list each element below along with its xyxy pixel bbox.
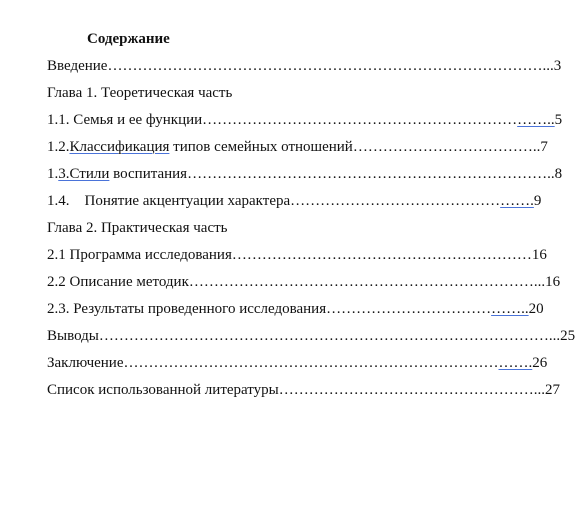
toc-entry-2-1 — [47, 246, 571, 264]
spellcheck-underlined-text: …….. — [491, 301, 529, 317]
spellcheck-underlined-text: ……. — [500, 193, 534, 209]
toc-entry-text: Заключение………………………………………………………………… — [47, 355, 499, 371]
toc-entry-text: Введение……………………………………………………………………………... — [47, 58, 554, 74]
toc-entry-page: 3 — [553, 58, 562, 74]
toc-entry-text: 2.1 Программа исследования…………………………………………………… — [47, 247, 532, 263]
toc-entry-text: 1.1. Семья и ее функции……………………………………………………… — [47, 112, 518, 128]
toc-entry-2-3 — [47, 300, 571, 318]
toc-entry-page: 16 — [545, 274, 561, 290]
toc-entry-page: 27 — [545, 382, 560, 398]
toc-entry-page: 26 — [532, 355, 548, 371]
toc-entry-text: 1.4. Понятие акцентуации характера…………………………………… — [47, 193, 501, 209]
toc-entry-text: Глава 1. Теоретическая часть — [47, 85, 233, 101]
spellcheck-underlined-text: Классификация — [69, 139, 170, 155]
spellcheck-underlined-text: …….. — [517, 112, 555, 128]
toc-title: Содержание — [87, 31, 170, 47]
toc-entry-chapter-1 — [47, 84, 571, 102]
toc-entry-references — [47, 381, 571, 399]
toc-entry-page: .7 — [536, 139, 548, 155]
spellcheck-underlined-text: 3.Стили — [58, 166, 110, 182]
toc-entry-text: Глава 2. Практическая часть — [47, 220, 228, 236]
toc-entry-text: воспитания……………………………………………………………….. — [109, 166, 555, 182]
toc-entry-text: Выводы………………………………………………………………………………... — [47, 328, 561, 344]
toc-entry-1-1 — [47, 111, 571, 129]
toc-entry-page: 5 — [554, 112, 563, 128]
toc-entry-1-2 — [47, 138, 571, 156]
toc-entry-page: 9 — [533, 193, 542, 209]
toc-entry-text: 2.3. Результаты проведенного исследования…………………………… — [47, 301, 492, 317]
toc-entry-text: 1. — [47, 166, 59, 182]
toc-entry-summary — [47, 354, 571, 372]
toc-entry-page: 25 — [560, 328, 576, 344]
toc-entry-text: типов семейных отношений………………………………. — [169, 139, 537, 155]
toc-entry-conclusions — [47, 327, 576, 345]
toc-entry-page: 8 — [554, 166, 563, 182]
toc-entry-introduction — [47, 57, 571, 75]
toc-entry-page: 16 — [531, 247, 547, 263]
toc-entry-text: 1.2. — [47, 139, 70, 155]
toc-entry-text: 2.2 Описание методик……………………………………………………………... — [47, 274, 546, 290]
toc-entry-text: Список использованной литературы……………………………………………... — [47, 382, 545, 398]
spellcheck-underlined-text: ……. — [498, 355, 533, 371]
toc-entry-chapter-2 — [47, 219, 571, 237]
toc-entry-2-2 — [47, 273, 571, 291]
toc-entry-1-4 — [47, 192, 571, 210]
toc-entry-1-3 — [47, 165, 571, 183]
toc-entry-page: 20 — [528, 301, 544, 317]
